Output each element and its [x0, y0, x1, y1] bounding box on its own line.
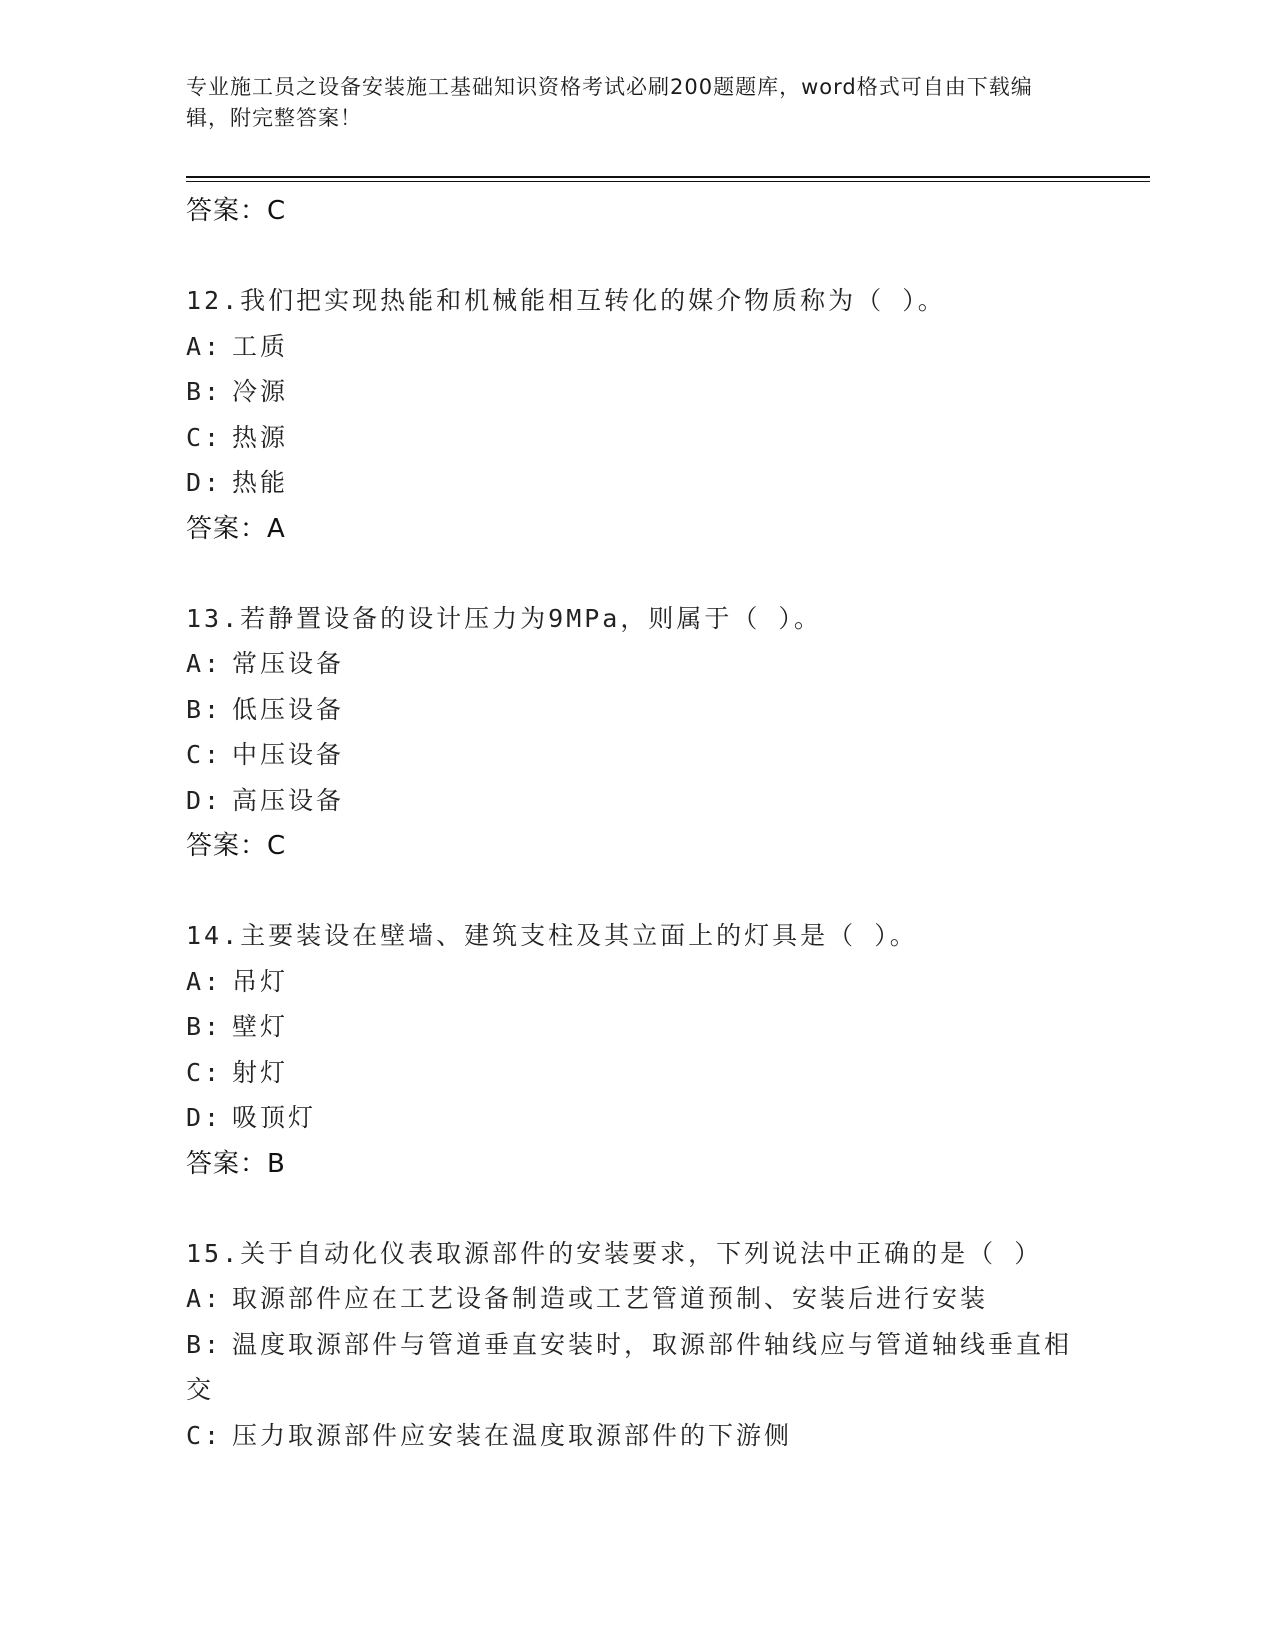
option-text: 中压设备	[232, 740, 345, 769]
option-a	[186, 641, 1086, 687]
option-c	[186, 732, 1086, 778]
question-stem: 13.若静置设备的设计压力为9MPa，则属于（ ）。	[186, 603, 822, 633]
question-stem: 14.主要装设在壁墙、建筑支柱及其立面上的灯具是（ ）。	[186, 921, 918, 950]
question-12	[186, 278, 1086, 552]
header-divider-thin	[186, 181, 1150, 182]
option-text: 温度取源部件与管道垂直安装时，取源部件轴线应与管道轴线垂直相交	[186, 1329, 1073, 1404]
option-c	[186, 1413, 1086, 1459]
previous-answer: 答案：C	[186, 196, 287, 226]
option-key: C:	[186, 740, 223, 769]
option-text: 吸顶灯	[232, 1103, 317, 1132]
option-key: B:	[186, 1012, 223, 1041]
option-key: D:	[186, 1103, 223, 1132]
option-key: D:	[186, 785, 223, 815]
answer: 答案：A	[186, 513, 286, 544]
option-text: 常压设备	[232, 649, 345, 678]
option-text: 压力取源部件应安装在温度取源部件的下游侧	[232, 1420, 793, 1450]
option-key: A:	[186, 966, 223, 996]
option-key: A:	[186, 649, 223, 678]
option-text: 壁灯	[232, 1012, 289, 1041]
option-a	[186, 324, 1086, 370]
option-key: C:	[186, 1057, 223, 1087]
option-key: B:	[186, 1329, 223, 1359]
option-key: B:	[186, 694, 223, 724]
option-b	[186, 687, 1086, 733]
option-key: D:	[186, 468, 223, 497]
option-key: A:	[186, 331, 223, 361]
option-a	[186, 1276, 1086, 1322]
option-text: 热能	[232, 468, 289, 497]
option-d	[186, 1095, 1086, 1141]
header-divider-thick	[186, 176, 1150, 178]
option-d	[186, 460, 1086, 506]
question-stem: 12.我们把实现热能和机械能相互转化的媒介物质称为（ ）。	[186, 286, 946, 315]
option-text: 取源部件应在工艺设备制造或工艺管道预制、安装后进行安装	[232, 1284, 989, 1313]
option-text: 热源	[232, 422, 289, 452]
option-d	[186, 778, 1086, 824]
page-header: 专业施工员之设备安装施工基础知识资格考试必刷200题题库，word格式可自由下载编辑，附完整答案！	[186, 75, 1033, 130]
question-14	[186, 913, 1086, 1187]
option-c	[186, 1050, 1086, 1096]
question-15	[186, 1231, 1086, 1459]
option-text: 射灯	[232, 1057, 289, 1087]
option-text: 冷源	[232, 377, 289, 406]
document-body	[186, 188, 1086, 1458]
option-key: C:	[186, 1420, 223, 1450]
option-a	[186, 959, 1086, 1005]
option-text: 工质	[232, 331, 289, 361]
question-stem: 15.关于自动化仪表取源部件的安装要求，下列说法中正确的是（ ）	[186, 1238, 1043, 1268]
option-key: B:	[186, 377, 223, 406]
answer: 答案：B	[186, 1148, 286, 1179]
option-text: 吊灯	[232, 966, 289, 996]
option-c	[186, 415, 1086, 461]
option-key: A:	[186, 1284, 223, 1313]
option-b	[186, 1322, 1086, 1413]
option-b	[186, 1004, 1086, 1050]
question-13	[186, 596, 1086, 870]
option-text: 高压设备	[232, 785, 345, 815]
option-key: C:	[186, 422, 223, 452]
option-text: 低压设备	[232, 694, 345, 724]
option-b	[186, 369, 1086, 415]
answer: 答案：C	[186, 831, 287, 861]
